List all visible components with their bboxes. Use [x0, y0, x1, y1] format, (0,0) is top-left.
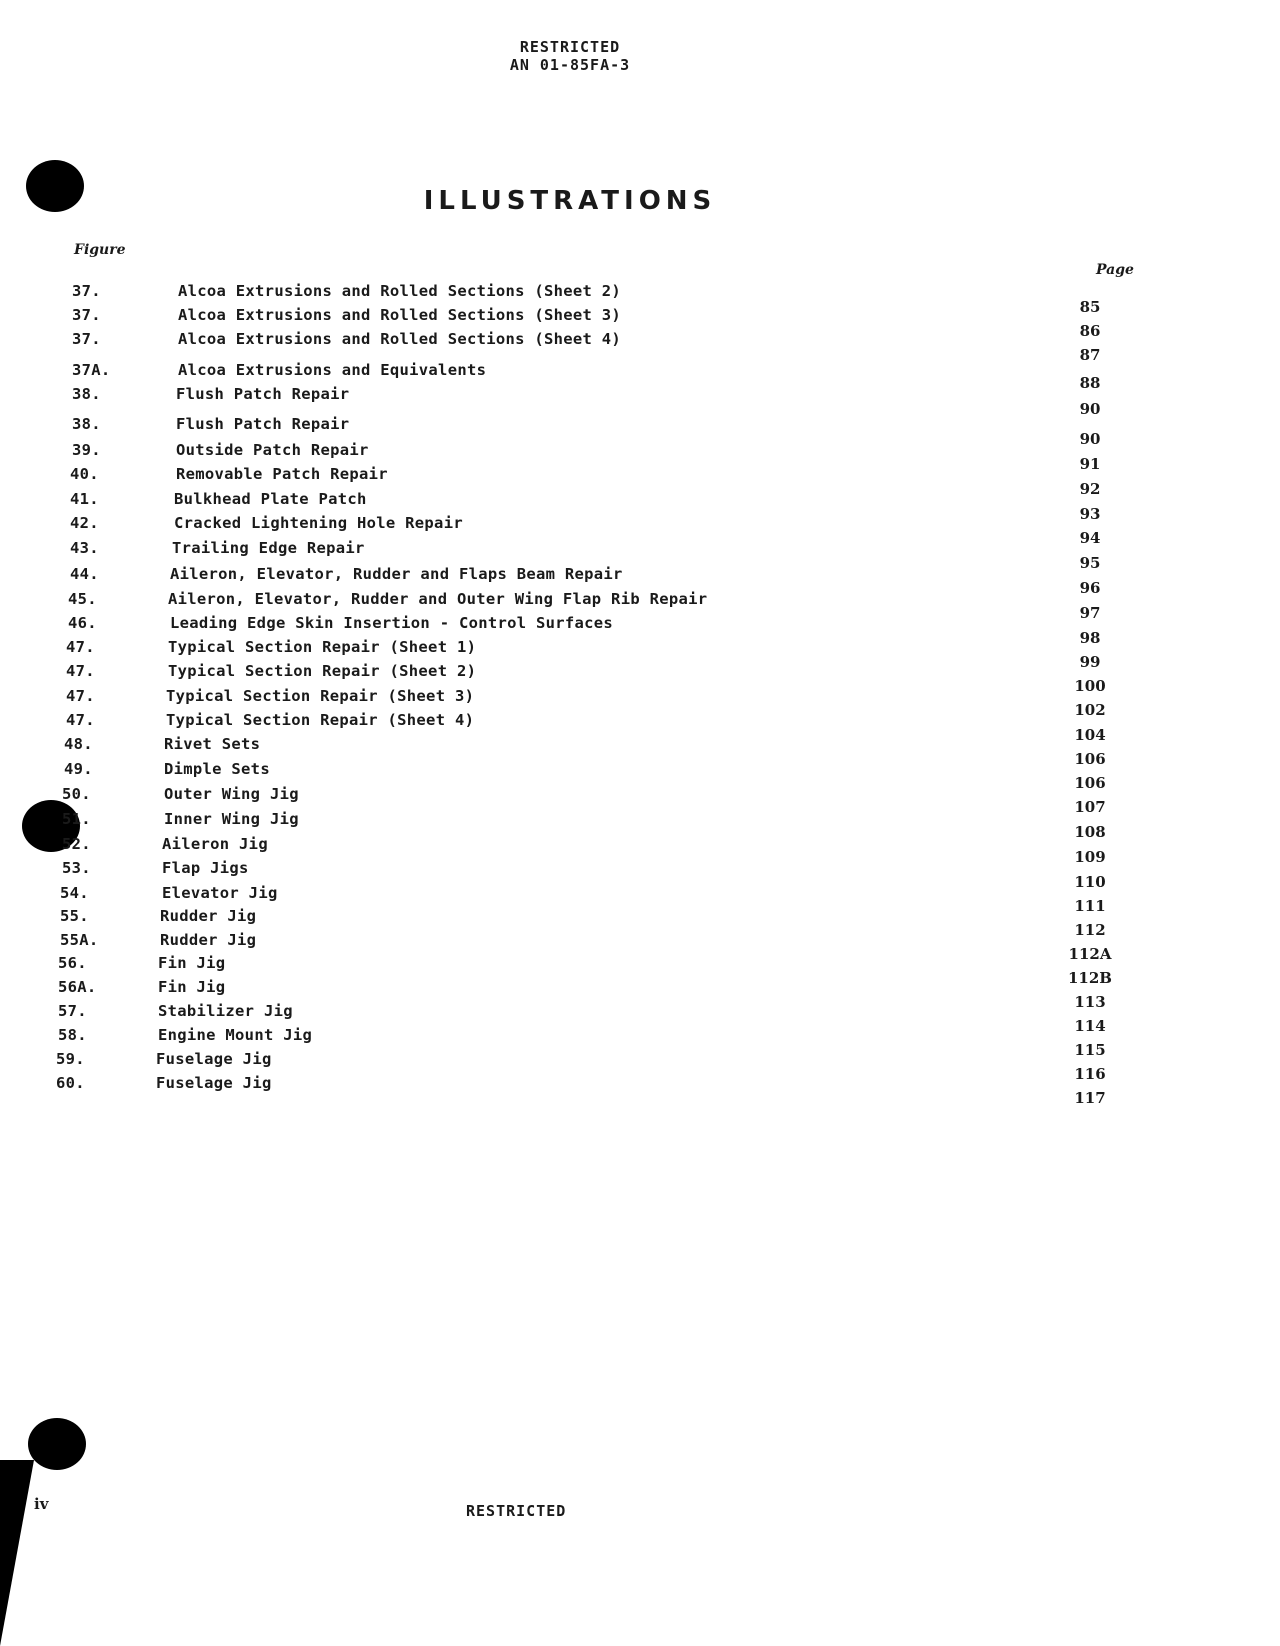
scan-edge-shadow [0, 1460, 34, 1646]
figure-title: Inner Wing Jig [164, 810, 299, 828]
figure-number: 43. [70, 539, 99, 557]
figure-number: 57. [58, 1002, 87, 1020]
page-number: 102 [1074, 701, 1106, 719]
figure-title: Aileron, Elevator, Rudder and Flaps Beam Repair [170, 565, 623, 583]
figure-title: Typical Section Repair (Sheet 3) [166, 687, 475, 705]
figure-number: 38. [72, 415, 101, 433]
page-number: 116 [1074, 1065, 1106, 1083]
page-number: 106 [1074, 750, 1106, 768]
page-number: 108 [1074, 823, 1106, 841]
figure-title: Leading Edge Skin Insertion - Control Surfaces [170, 614, 614, 632]
page-number: 86 [1079, 322, 1101, 340]
figure-title: Elevator Jig [162, 884, 278, 902]
figure-number: 47. [66, 711, 95, 729]
footer-restricted: RESTRICTED [466, 1502, 567, 1520]
figure-number: 46. [68, 614, 97, 632]
figure-title: Fuselage Jig [156, 1074, 272, 1092]
figure-title: Rudder Jig [160, 931, 257, 949]
figure-number: 40. [70, 465, 99, 483]
figure-number: 56A. [58, 978, 97, 996]
footer-page-number: iv [34, 1495, 49, 1513]
page-number: 112A [1068, 945, 1112, 963]
page-number: 110 [1074, 873, 1106, 891]
figure-title: Trailing Edge Repair [172, 539, 365, 557]
figure-title: Alcoa Extrusions and Equivalents [178, 361, 487, 379]
figure-title: Typical Section Repair (Sheet 1) [168, 638, 477, 656]
figure-number: 39. [72, 441, 101, 459]
page-number: 115 [1074, 1041, 1106, 1059]
figure-title: Aileron Jig [162, 835, 268, 853]
page-number: 107 [1074, 798, 1106, 816]
figure-title: Aileron, Elevator, Rudder and Outer Wing Flap Rib Repair [168, 590, 708, 608]
page-number: 112 [1074, 921, 1106, 939]
page-number: 99 [1079, 653, 1101, 671]
figure-number: 55A. [60, 931, 99, 949]
page-number: 112B [1068, 969, 1112, 987]
figure-number: 37. [72, 282, 101, 300]
figure-title: Typical Section Repair (Sheet 4) [166, 711, 475, 729]
column-header-page: Page [1096, 262, 1134, 278]
figure-title: Flush Patch Repair [176, 415, 350, 433]
page-number: 85 [1079, 298, 1101, 316]
page-number: 104 [1074, 726, 1106, 744]
page-number: 113 [1074, 993, 1106, 1011]
page-number: 98 [1079, 629, 1101, 647]
figure-title: Flap Jigs [162, 859, 249, 877]
figure-title: Stabilizer Jig [158, 1002, 293, 1020]
page-number: 87 [1079, 346, 1101, 364]
figure-title: Fin Jig [158, 954, 226, 972]
figure-number: 37A. [72, 361, 111, 379]
figure-number: 55. [60, 907, 89, 925]
figure-title: Alcoa Extrusions and Rolled Sections (Sheet 3) [178, 306, 622, 324]
figure-number: 45. [68, 590, 97, 608]
figure-number: 41. [70, 490, 99, 508]
page-number: 117 [1074, 1089, 1106, 1107]
page-number: 94 [1079, 529, 1101, 547]
figure-title: Rudder Jig [160, 907, 257, 925]
page-number: 93 [1079, 505, 1101, 523]
figure-title: Bulkhead Plate Patch [174, 490, 367, 508]
figure-number: 52. [62, 835, 91, 853]
figure-number: 54. [60, 884, 89, 902]
figure-number: 38. [72, 385, 101, 403]
figure-title: Removable Patch Repair [176, 465, 388, 483]
page-number: 114 [1074, 1017, 1106, 1035]
header-document-number: AN 01-85FA-3 [509, 56, 631, 74]
figure-title: Fin Jig [158, 978, 226, 996]
page-number: 111 [1074, 897, 1106, 915]
page-number: 92 [1079, 480, 1101, 498]
page-number: 96 [1079, 579, 1101, 597]
figure-title: Rivet Sets [164, 735, 261, 753]
figure-number: 48. [64, 735, 93, 753]
figure-number: 47. [66, 662, 95, 680]
page-number: 97 [1079, 604, 1101, 622]
figure-number: 37. [72, 306, 101, 324]
page-number: 95 [1079, 554, 1101, 572]
header-restricted: RESTRICTED [519, 38, 621, 56]
page-number: 106 [1074, 774, 1106, 792]
page-number: 90 [1079, 430, 1101, 448]
binder-hole [28, 1418, 86, 1470]
figure-title: Outer Wing Jig [164, 785, 299, 803]
page-number: 90 [1079, 400, 1101, 418]
figure-number: 60. [56, 1074, 85, 1092]
figure-number: 49. [64, 760, 93, 778]
page-number: 109 [1074, 848, 1106, 866]
page-number: 88 [1079, 374, 1101, 392]
column-header-figure: Figure [74, 242, 126, 258]
figure-number: 37. [72, 330, 101, 348]
figure-title: Flush Patch Repair [176, 385, 350, 403]
figure-number: 47. [66, 638, 95, 656]
figure-title: Fuselage Jig [156, 1050, 272, 1068]
figure-number: 53. [62, 859, 91, 877]
figure-title: Cracked Lightening Hole Repair [174, 514, 463, 532]
figure-title: Engine Mount Jig [158, 1026, 313, 1044]
page-number: 91 [1079, 455, 1101, 473]
page-number: 100 [1074, 677, 1106, 695]
figure-title: Dimple Sets [164, 760, 270, 778]
figure-number: 56. [58, 954, 87, 972]
page-title: ILLUSTRATIONS [423, 186, 717, 216]
figure-number: 50. [62, 785, 91, 803]
figure-title: Alcoa Extrusions and Rolled Sections (Sheet 2) [178, 282, 622, 300]
figure-title: Alcoa Extrusions and Rolled Sections (Sheet 4) [178, 330, 622, 348]
figure-number: 51. [62, 810, 91, 828]
figure-number: 59. [56, 1050, 85, 1068]
figure-number: 44. [70, 565, 99, 583]
figure-number: 58. [58, 1026, 87, 1044]
figure-number: 42. [70, 514, 99, 532]
figure-title: Outside Patch Repair [176, 441, 369, 459]
figure-title: Typical Section Repair (Sheet 2) [168, 662, 477, 680]
figure-number: 47. [66, 687, 95, 705]
